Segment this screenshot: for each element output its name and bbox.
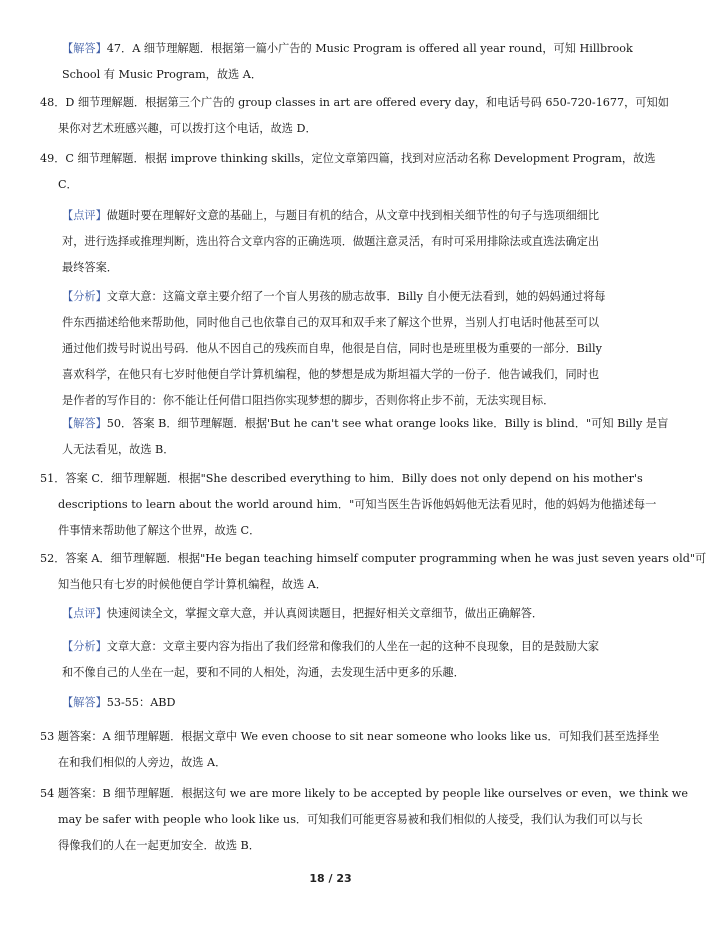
comment-tag: 【点评】 bbox=[62, 607, 107, 620]
analysis-tag: 【分析】 bbox=[62, 290, 107, 303]
answer-52: 52．答案 A．细节理解题．根据"He began teaching himself computer programming when he was just seven years old"可 知当他只有七岁的时候他便自学计算机编程，故选 A． bbox=[40, 552, 706, 591]
answer-49: 49．C 细节理解题．根据 improve thinking skills，定位文章第四篇，找到对应活动名称 Development Program，故选 C． bbox=[40, 152, 656, 191]
answer-tag: 【解答】 bbox=[62, 42, 107, 55]
comment-2: 【点评】快速阅读全文，掌握文章大意，并认真阅读题目，把握好相关文章细节，做出正确解答． bbox=[62, 607, 544, 620]
answer-53: 53 题答案：A 细节理解题．根据文章中 We even choose to sit near someone who looks like us．可知我们甚至选择坐 在和我们相似的人旁边，故选 A． bbox=[40, 730, 660, 769]
analysis-tag: 【分析】 bbox=[62, 640, 107, 653]
page-number: 18 / 23 bbox=[309, 872, 352, 885]
comment-1: 【点评】做题时要在理解好文意的基础上，与题目有机的结合，从文章中找到相关细节性的句子与选项细细比 对，进行选择或推理判断，选出符合文章内容的正确选项．做题注意灵活，有时可采用排除法或直选法确定出 最终答案． bbox=[62, 209, 600, 274]
answer-47: 【解答】47．A 细节理解题．根据第一篇小广告的 Music Program is offered all year round，可知 Hillbrook School 有 Music Program，故选 A． bbox=[62, 42, 633, 81]
answer-53-55: 【解答】53-55：ABD bbox=[62, 696, 176, 709]
answer-50: 【解答】50．答案 B．细节理解题．根据'But he can't see what orange looks like．Billy is blind．"可知 Billy 是盲 人无法看见，故选 B． bbox=[62, 417, 669, 456]
answer-tag: 【解答】 bbox=[62, 417, 107, 430]
comment-tag: 【点评】 bbox=[62, 209, 107, 222]
answer-51: 51．答案 C．细节理解题．根据"She described everything to him．Billy does not only depend on his mother's descriptions to learn about the world around him．"可知当医生告诉他妈妈他无法看见时，他的妈妈为他描述每一 件事情来帮助他了解这个世界，故选 C． bbox=[40, 472, 657, 537]
answer-54: 54 题答案：B 细节理解题．根据这句 we are more likely to be accepted by people like ourselves or even，we think we may be safer with people who look like us．可知我们可能更容易被和我们相似的人接受，我们认为我们可以与长 得像我们的人在一起更加安全．故选 B． bbox=[40, 787, 688, 852]
answer-tag: 【解答】 bbox=[62, 696, 107, 709]
analysis-2: 【分析】文章大意：文章主要内容为指出了我们经常和像我们的人坐在一起的这种不良现象，目的是鼓励大家 和不像自己的人坐在一起，要和不同的人相处，沟通，去发现生活中更多的乐趣． bbox=[62, 640, 600, 679]
analysis-1: 【分析】文章大意：这篇文章主要介绍了一个盲人男孩的励志故事．Billy 自小便无法看到，她的妈妈通过将每 件东西描述给他来帮助他，同时他自己也依靠自己的双耳和双手来了解这个世界，当别人打电话时他甚至可以 通过他们拨号时说出号码．他从不因自己的残疾而自卑，他很是自信，同时也是班里极为重要的一部分．Billy 喜欢科学，在他只有七岁时他便自学计算机编程，他的梦想是成为斯坦福大学的一份子．他告诫我们，同时也 是作者的写作目的：你不能让任何借口阻挡你实现梦想的脚步，否则你将止步不前，无法实现目标． bbox=[62, 290, 606, 407]
answer-48: 48．D 细节理解题．根据第三个广告的 group classes in art are offered every day，和电话号码 650-720-1677，可知如 果你对艺术班感兴趣，可以拨打这个电话，故选 D． bbox=[40, 96, 669, 135]
